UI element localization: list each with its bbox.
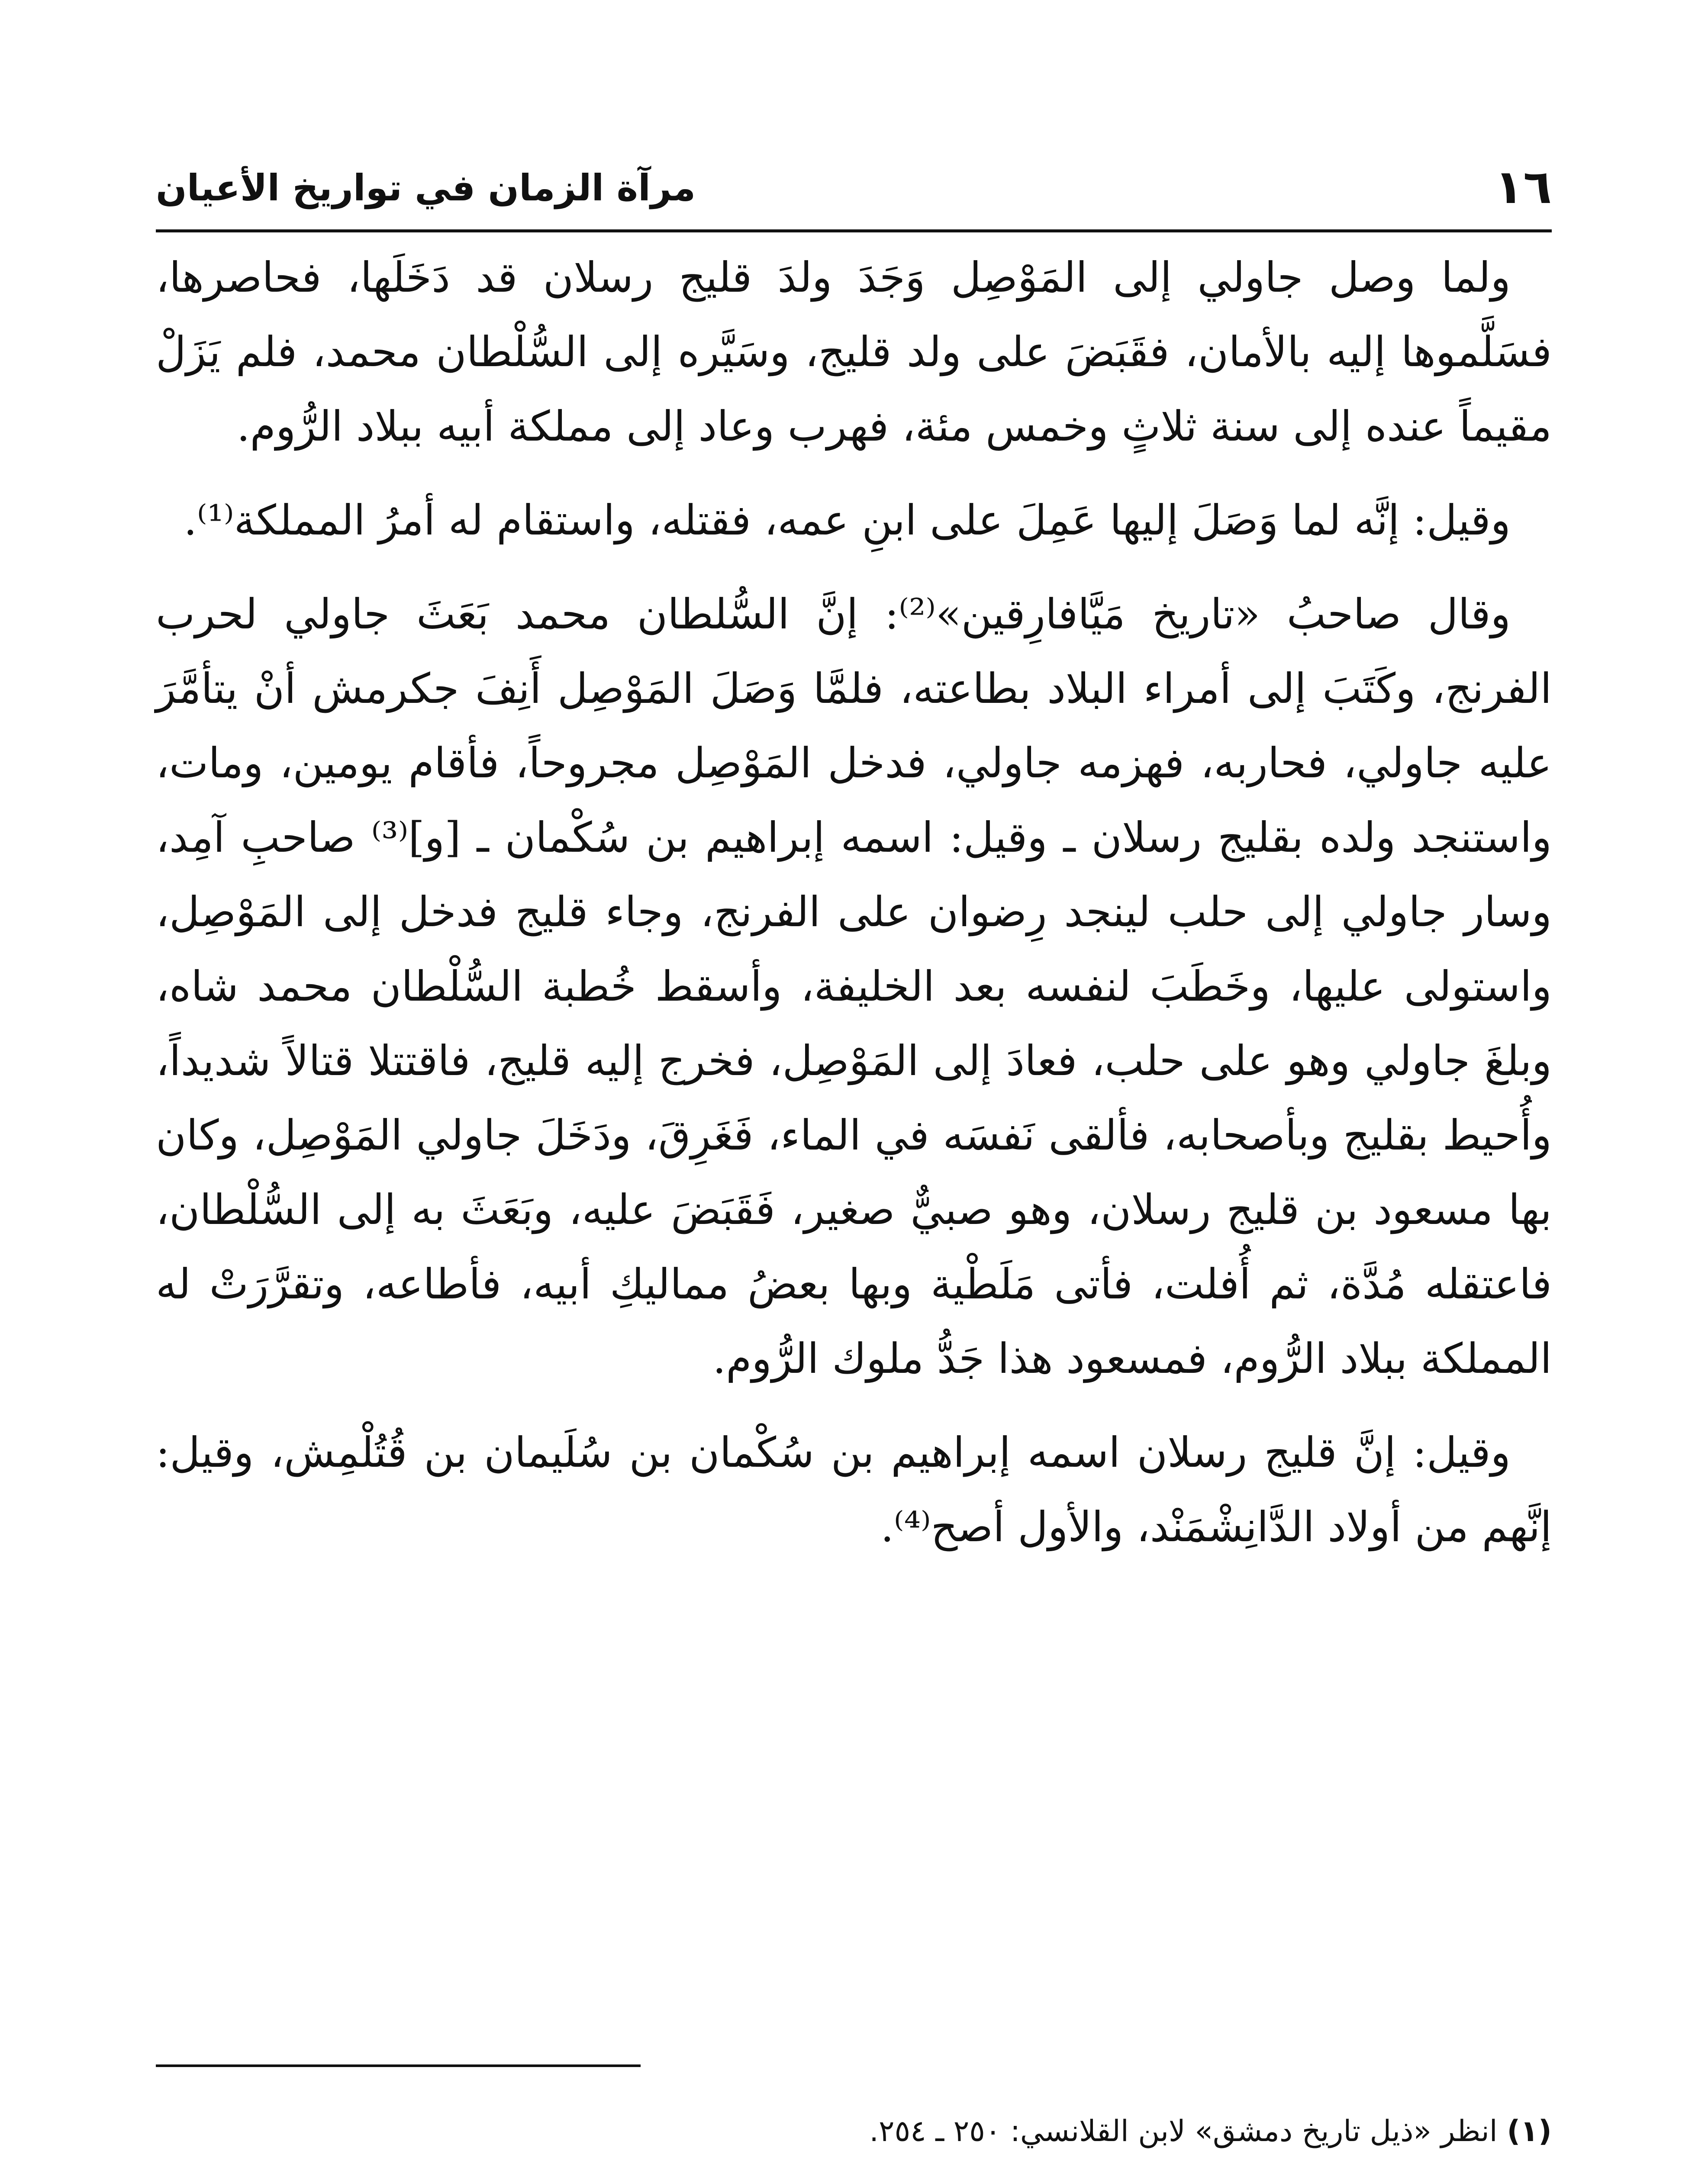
footnote-text: انظر «ذيل تاريخ دمشق» لابن القلانسي: ٢٥٠ ـ ٢٥٤. xyxy=(869,2114,1498,2148)
paragraph: وقيل: إنَّ قليج رسلان اسمه إبراهيم بن سُكْمان بن سُلَيمان بن قُتُلْمِش، وقيل: إنَّهم من أولاد الدَّانِشْمَنْد، والأول أصح⁽⁴⁾. xyxy=(156,1428,1552,1551)
page-header xyxy=(156,143,1552,229)
page-number: ١٦ xyxy=(1495,160,1552,214)
paragraph: وقيل: إنَّه لما وَصَلَ إليها عَمِلَ على ابنِ عمه، فقتله، واستقام له أمرُ المملكة⁽¹⁾. xyxy=(184,496,1511,544)
footnote-rule xyxy=(156,2064,641,2067)
footnote xyxy=(156,2103,1552,2160)
paragraph: ولما وصل جاولي إلى المَوْصِل وَجَدَ ولدَ قليج رسلان قد دَخَلَها، فحاصرها، فسَلَّموها إليه بالأمان، فقَبَضَ على ولد قليج، وسَيَّره إلى السُّلْطان محمد، فلم يَزَلْ مقيماً عنده إلى سنة ثلاثٍ وخمس مئة، فهرب وعاد إلى مملكة أبيه ببلاد الرُّوم. xyxy=(156,253,1552,451)
book-page xyxy=(156,143,1552,2164)
main-text xyxy=(156,240,1552,1584)
running-title: مرآة الزمان في تواريخ الأعيان xyxy=(156,167,696,209)
paragraph: وقال صاحبُ «تاريخ مَيَّافارِقين»⁽²⁾: إنَّ السُّلطان محمد بَعَثَ جاولي لحرب الفرنج، وكَتَبَ إلى أمراء البلاد بطاعته، فلمَّا وَصَلَ المَوْصِل أَنِفَ جكرمش أنْ يتأمَّرَ عليه جاولي، فحاربه، فهزمه جاولي، فدخل المَوْصِل مجروحاً، فأقام يومين، ومات، واستنجد ولده بقليج رسلان ـ وقيل: اسمه إبراهيم بن سُكْمان ـ [و]⁽³⁾ صاحبِ آمِد، وسار جاولي إلى حلب لينجد رِضوان على الفرنج، وجاء قليج فدخل إلى المَوْصِل، واستولى عليها، وخَطَبَ لنفسه بعد الخليفة، وأسقط خُطبة السُّلْطان محمد شاه، وبلغَ جاولي وهو على حلب، فعادَ إلى المَوْصِل، فخرج إليه قليج، فاقتتلا قتالاً شديداً، وأُحيط بقليج وبأصحابه، فألقى نَفسَه في الماء، فَغَرِقَ، ودَخَلَ جاولي المَوْصِل، وكان بها مسعود بن قليج رسلان، وهو صبيٌّ صغير، فَقَبَضَ عليه، وبَعَثَ به إلى السُّلْطان، فاعتقله مُدَّة، ثم أُفلت، فأتى مَلَطْية وبها بعضُ مماليكِ أبيه، فأطاعه، وتقرَّرَتْ له المملكة ببلاد الرُّوم، فمسعود هذا جَدُّ ملوك الرُّوم. xyxy=(156,590,1552,1383)
header-rule xyxy=(156,229,1552,232)
footnote-number: (١) xyxy=(1507,2114,1552,2148)
footnotes xyxy=(156,2103,1552,2164)
